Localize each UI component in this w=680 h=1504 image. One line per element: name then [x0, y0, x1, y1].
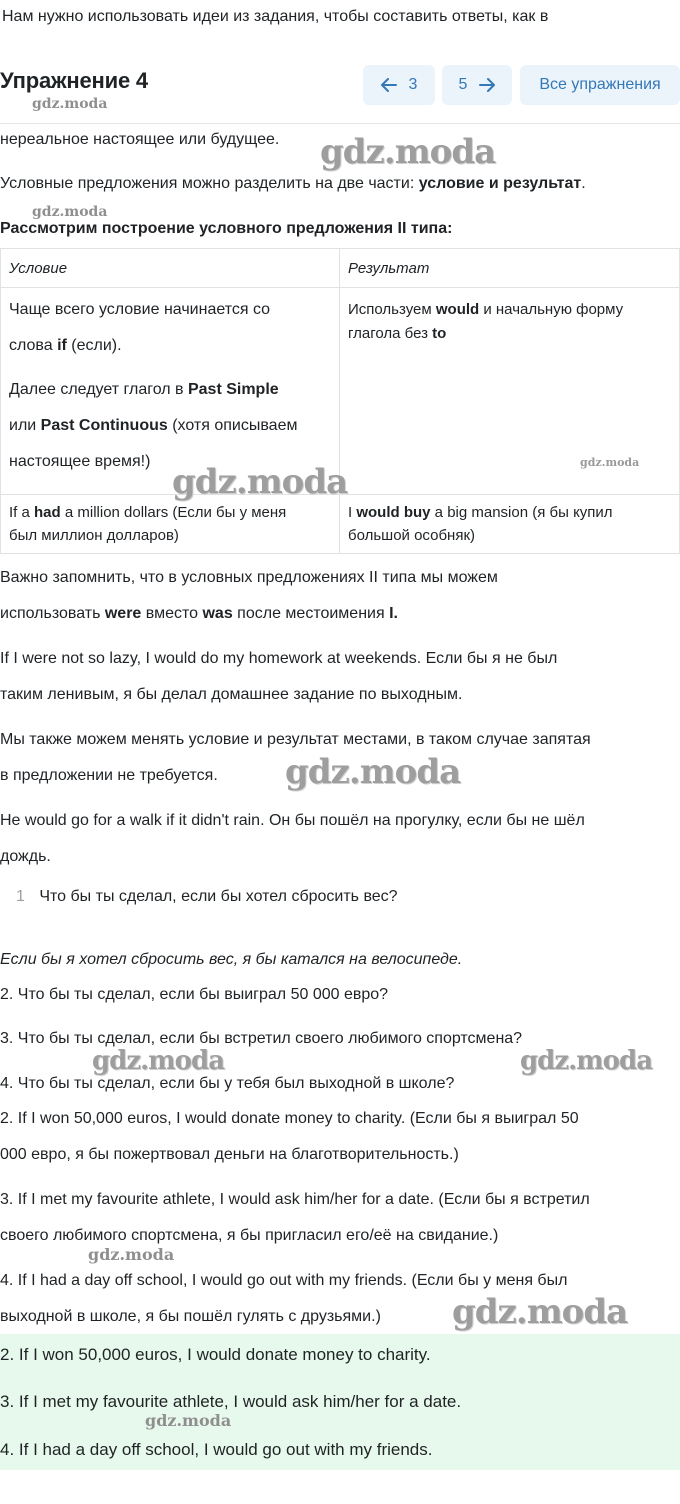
- question-item: 3. Что бы ты сделал, если бы встретил своего любимого спортсмена?: [0, 1030, 523, 1047]
- arrow-left-icon: [381, 78, 397, 92]
- paragraph: If I were not so lazy, I would do my homework at weekends. Если бы я не был: [0, 650, 558, 667]
- table-header-condition: Условие: [1, 249, 340, 288]
- prev-exercise-label: 3: [408, 76, 418, 93]
- watermark: gdz.moda: [452, 1292, 628, 1332]
- rules-table: [0, 248, 680, 554]
- section-heading: Рассмотрим построение условного предложения II типа:: [0, 220, 453, 237]
- paragraph: в предложении не требуется.: [0, 767, 218, 784]
- paragraph: использовать were вместо was после местоимения I.: [0, 605, 398, 622]
- watermark: gdz.moda: [145, 1411, 232, 1430]
- paragraph: Важно запомнить, что в условных предложениях II типа мы можем: [0, 569, 498, 586]
- watermark: gdz.moda: [580, 456, 640, 469]
- prev-exercise-button[interactable]: [363, 65, 435, 105]
- watermark: gdz.moda: [285, 752, 461, 792]
- question-item: 2. Что бы ты сделал, если бы выиграл 50 000 евро?: [0, 986, 389, 1003]
- all-exercises-label: Все упражнения: [539, 76, 661, 93]
- answer-item: своего любимого спортсмена, я бы пригласил его/её на свидание.): [0, 1227, 499, 1244]
- watermark: gdz.moda: [32, 204, 108, 220]
- intro-text: Нам нужно использовать идеи из задания, чтобы составить ответы, как в: [2, 8, 549, 25]
- example-answer: Если бы я хотел сбросить вес, я бы катался на велосипеде.: [0, 951, 463, 968]
- paragraph: He would go for a walk if it didn't rain. Он бы пошёл на прогулку, если бы не шёл: [0, 812, 585, 829]
- watermark: gdz.moda: [320, 132, 496, 172]
- paragraph: дождь.: [0, 848, 51, 865]
- all-exercises-button[interactable]: [520, 65, 680, 105]
- next-exercise-button[interactable]: [442, 65, 512, 105]
- answer-item: 2. If I won 50,000 euros, I would donate money to charity. (Если бы я выиграл 50: [0, 1110, 579, 1127]
- paragraph: нереальное настоящее или будущее.: [0, 131, 280, 148]
- answer-item: выходной в школе, я бы пошёл гулять с друзьями.): [0, 1308, 381, 1325]
- final-answer: 3. If I met my favourite athlete, I would ask him/her for a date.: [0, 1392, 462, 1411]
- answer-item: 000 евро, я бы пожертвовал деньги на благотворительность.): [0, 1146, 459, 1163]
- result-cell: Используем would и начальную форму глагола без to: [340, 288, 680, 495]
- watermark: gdz.moda: [172, 462, 348, 502]
- example-condition-cell: If a had a million dollars (Если бы у меня был миллион долларов): [1, 495, 340, 554]
- paragraph: Мы также можем менять условие и результат местами, в таком случае запятая: [0, 731, 591, 748]
- page-title: Упражнение 4: [0, 68, 148, 93]
- next-exercise-label: 5: [458, 76, 468, 93]
- watermark: gdz.moda: [88, 1245, 175, 1264]
- example-result-cell: I would buy a big mansion (я бы купил большой особняк): [340, 495, 680, 554]
- task-item: [16, 879, 398, 915]
- table-header-result: Результат: [340, 249, 680, 288]
- answer-item: 4. If I had a day off school, I would go out with my friends. (Если бы у меня был: [0, 1272, 568, 1289]
- task-question: Что бы ты сделал, если бы хотел сбросить вес?: [39, 888, 398, 905]
- watermark: gdz.moda: [520, 1046, 653, 1076]
- watermark: gdz.moda: [92, 1046, 225, 1076]
- task-number: 1: [16, 888, 25, 905]
- condition-cell: Чаще всего условие начинается со слова if (если). Далее следует глагол в Past Simple или Past Continuous (хотя описываем настоящее время!): [1, 288, 340, 495]
- arrow-right-icon: [479, 78, 495, 92]
- final-answer: 2. If I won 50,000 euros, I would donate money to charity.: [0, 1345, 431, 1364]
- question-item: 4. Что бы ты сделал, если бы у тебя был выходной в школе?: [0, 1075, 455, 1092]
- paragraph: таким ленивым, я бы делал домашнее задание по выходным.: [0, 686, 463, 703]
- paragraph: Условные предложения можно разделить на две части: условие и результат.: [0, 175, 586, 192]
- answer-item: 3. If I met my favourite athlete, I would ask him/her for a date. (Если бы я встретил: [0, 1191, 590, 1208]
- watermark: gdz.moda: [32, 96, 108, 112]
- final-answer: 4. If I had a day off school, I would go out with my friends.: [0, 1440, 433, 1459]
